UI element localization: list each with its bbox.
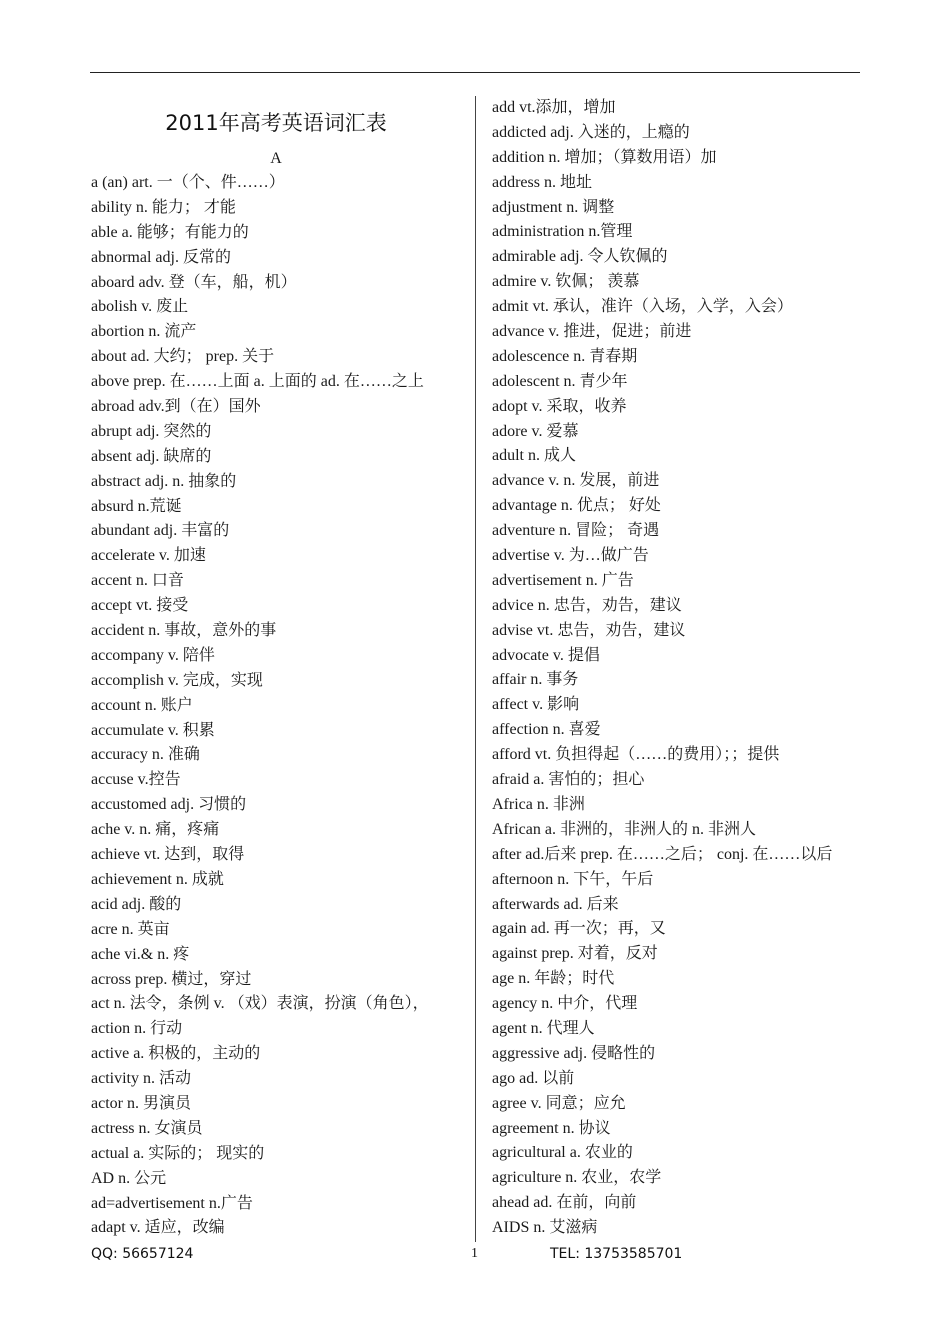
- vocab-entry: achievement n. 成就: [91, 870, 224, 888]
- vocab-entry: able a. 能够；有能力的: [91, 223, 249, 241]
- vocab-entry: ache v. n. 痛，疼痛: [91, 821, 220, 839]
- vocab-entry: ability n. 能力； 才能: [91, 198, 236, 216]
- vocab-entry: ache vi.& n. 疼: [91, 945, 190, 963]
- vocab-entry: about ad. 大约； prep. 关于: [91, 348, 275, 366]
- vocab-entry: administration n.管理: [492, 223, 633, 241]
- vocab-entry: adventure n. 冒险； 奇遇: [492, 522, 660, 540]
- vocab-entry: admire v. 钦佩； 羡慕: [492, 273, 640, 291]
- vocab-entry: affect v. 影响: [492, 696, 580, 714]
- vocab-entry: addicted adj. 入迷的，上瘾的: [492, 123, 690, 141]
- vocab-entry: acre n. 英亩: [91, 920, 170, 938]
- vocab-entry: accuse v.控告: [91, 771, 181, 789]
- vocab-entry: adolescent n. 青少年: [492, 372, 628, 390]
- vocab-entry: advertise v. 为…做广告: [492, 547, 649, 565]
- vocab-entry: activity n. 活动: [91, 1070, 191, 1088]
- footer-page-number: 1: [471, 1246, 478, 1261]
- vocab-entry: accuracy n. 准确: [91, 746, 200, 764]
- vocab-entry: adult n. 成人: [492, 447, 576, 465]
- vocab-entry: age n. 年龄；时代: [492, 970, 615, 988]
- vocab-entry: absent adj. 缺席的: [91, 447, 212, 465]
- vocab-entry: abnormal adj. 反常的: [91, 248, 231, 266]
- vocab-entry: actor n. 男演员: [91, 1094, 191, 1112]
- vocab-entry: adolescence n. 青春期: [492, 347, 638, 365]
- vocab-entry: advance v. 推进，促进；前进: [492, 323, 692, 341]
- vocab-entry: agriculture n. 农业，农学: [492, 1169, 662, 1187]
- vocab-entry: afraid a. 害怕的；担心: [492, 771, 645, 789]
- vocab-entry: across prep. 横过，穿过: [91, 970, 252, 988]
- vocab-entry: address n. 地址: [492, 173, 592, 191]
- vocab-entry: ago ad. 以前: [492, 1069, 575, 1087]
- vocab-entry: adjustment n. 调整: [492, 198, 615, 216]
- vocab-entry: accent n. 口音: [91, 572, 184, 590]
- vocab-entry: ad=advertisement n.广告: [91, 1194, 253, 1212]
- vocab-entry: affection n. 喜爱: [492, 721, 601, 739]
- footer-tel: TEL: 13753585701: [550, 1246, 683, 1262]
- vocab-entry: admit vt. 承认，准许（入场，入学，入会）: [492, 298, 793, 316]
- vocab-entry: abstract adj. n. 抽象的: [91, 472, 237, 490]
- left-column: [91, 96, 461, 1241]
- vocab-entry: agreement n. 协议: [492, 1119, 611, 1137]
- left-entry-list: [91, 171, 461, 1241]
- vocab-entry: agent n. 代理人: [492, 1019, 595, 1037]
- vocab-entry: against prep. 对着，反对: [492, 945, 658, 963]
- vocab-entry: achieve vt. 达到，取得: [91, 846, 245, 864]
- vocab-entry: advice n. 忠告，劝告，建议: [492, 596, 682, 614]
- vocab-entry: ahead ad. 在前，向前: [492, 1194, 637, 1212]
- vocab-entry: accelerate v. 加速: [91, 547, 206, 565]
- vocab-entry: agricultural a. 农业的: [492, 1144, 633, 1162]
- vocab-entry: adore v. 爱慕: [492, 422, 579, 440]
- header-rule: [90, 72, 860, 73]
- vocab-entry: aboard adv. 登（车，船，机）: [91, 273, 297, 291]
- vocab-entry: accompany v. 陪伴: [91, 646, 215, 664]
- vocab-entry: actual a. 实际的； 现实的: [91, 1144, 265, 1162]
- vocab-entry: abundant adj. 丰富的: [91, 522, 230, 540]
- vocab-entry: advertisement n. 广告: [492, 571, 634, 589]
- vocab-entry: again ad. 再一次；再，又: [492, 920, 666, 938]
- vocab-entry: afternoon n. 下午，午后: [492, 870, 654, 888]
- right-column: [492, 96, 862, 1241]
- vocab-entry: Africa n. 非洲: [492, 795, 585, 813]
- vocab-entry: agency n. 中介，代理: [492, 995, 638, 1013]
- vocab-entry: abortion n. 流产: [91, 323, 197, 341]
- vocab-entry: addition n. 增加；（算数用语）加: [492, 148, 717, 166]
- vocab-entry: absurd n.荒诞: [91, 497, 182, 515]
- vocab-entry: a (an) art. 一（个、件……）: [91, 174, 285, 191]
- vocab-entry: actress n. 女演员: [91, 1119, 203, 1137]
- vocab-entry: accustomed adj. 习惯的: [91, 796, 247, 814]
- vocab-entry: adapt v. 适应，改编: [91, 1219, 225, 1237]
- vocab-entry: abolish v. 废止: [91, 298, 189, 316]
- vocab-entry: AD n. 公元: [91, 1169, 167, 1187]
- vocab-entry: acid adj. 酸的: [91, 895, 182, 913]
- vocab-entry: afterwards ad. 后来: [492, 895, 619, 913]
- document-title: 2011年高考英语词汇表: [165, 111, 387, 135]
- vocab-entry: advantage n. 优点； 好处: [492, 497, 661, 515]
- vocab-entry: aggressive adj. 侵略性的: [492, 1044, 656, 1062]
- vocab-entry: adopt v. 采取，收养: [492, 397, 627, 415]
- vocab-entry: affair n. 事务: [492, 671, 579, 689]
- vocab-entry: abroad adv.到（在）国外: [91, 398, 261, 416]
- vocab-entry: action n. 行动: [91, 1020, 183, 1038]
- vocab-entry: agree v. 同意；应允: [492, 1094, 626, 1112]
- vocab-entry: after ad.后来 prep. 在……之后； conj. 在……以后: [492, 845, 833, 863]
- vocab-entry: accept vt. 接受: [91, 597, 189, 615]
- section-letter: A: [270, 150, 282, 167]
- vocab-entry: AIDS n. 艾滋病: [492, 1219, 598, 1237]
- right-entry-list: [492, 96, 862, 1241]
- vocab-entry: accumulate v. 积累: [91, 721, 215, 739]
- vocab-entry: accomplish v. 完成，实现: [91, 671, 263, 689]
- vocab-entry: African a. 非洲的，非洲人的 n. 非洲人: [492, 820, 756, 838]
- footer-qq: QQ: 56657124: [91, 1246, 194, 1262]
- column-divider: [475, 96, 476, 1242]
- vocab-entry: active a. 积极的，主动的: [91, 1045, 261, 1063]
- vocab-entry: abrupt adj. 突然的: [91, 422, 212, 440]
- vocab-entry: above prep. 在……上面 a. 上面的 ad. 在……之上: [91, 373, 424, 391]
- vocab-entry: act n. 法令，条例 v. （戏）表演，扮演（角色），: [91, 995, 429, 1013]
- vocab-entry: advise vt. 忠告，劝告，建议: [492, 621, 686, 639]
- vocab-entry: accident n. 事故，意外的事: [91, 622, 277, 640]
- vocab-entry: admirable adj. 令人钦佩的: [492, 248, 668, 266]
- vocab-entry: afford vt. 负担得起（……的费用）；；提供: [492, 746, 780, 764]
- vocab-entry: account n. 账户: [91, 696, 193, 714]
- vocab-entry: advance v. n. 发展，前进: [492, 472, 660, 490]
- vocab-entry: add vt.添加，增加: [492, 99, 616, 116]
- vocab-entry: advocate v. 提倡: [492, 646, 600, 664]
